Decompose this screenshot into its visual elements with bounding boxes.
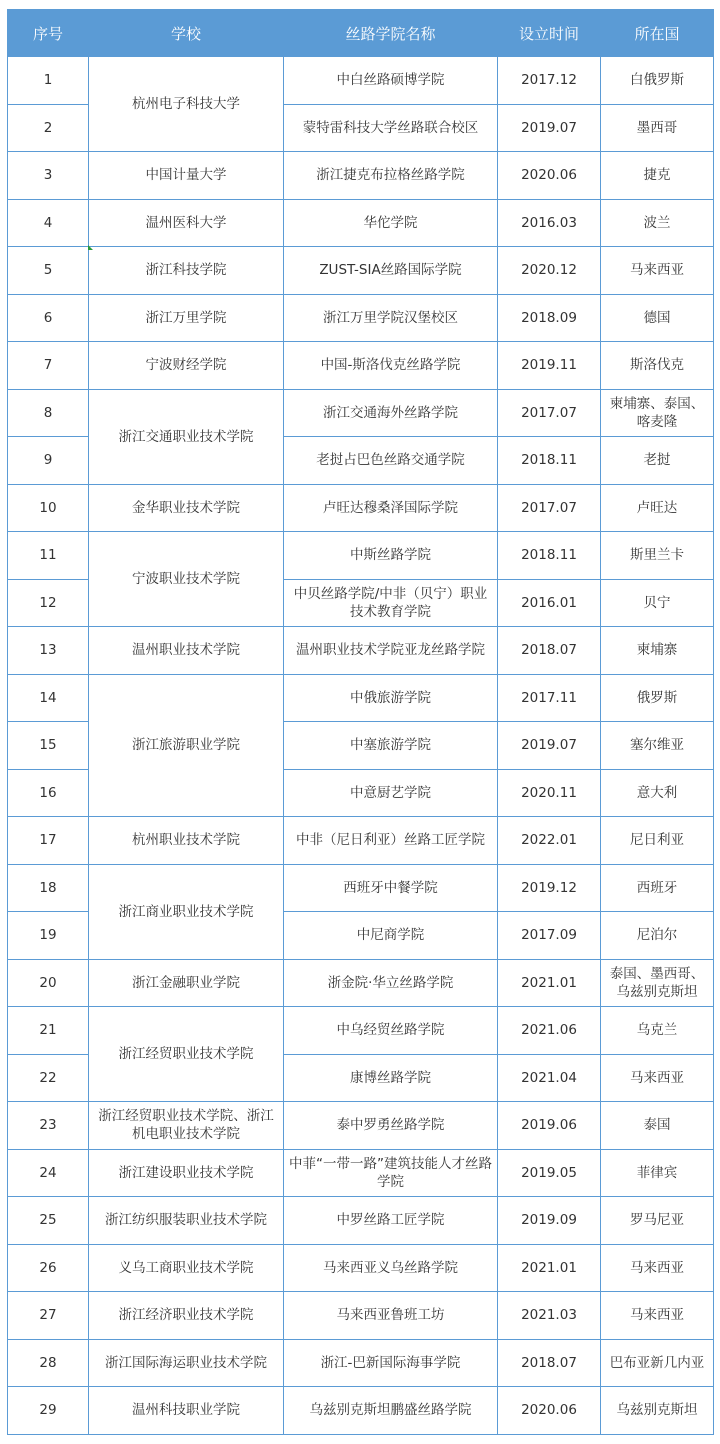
cell-date: 2019.12 [498,864,601,912]
cell-college: 中乌经贸丝路学院 [284,1007,498,1055]
cell-no: 22 [8,1054,89,1102]
cell-no: 1 [8,57,89,105]
table-row [8,199,714,247]
cell-country: 意大利 [601,769,714,817]
cell-date: 2019.11 [498,342,601,390]
cell-college: 温州职业技术学院亚龙丝路学院 [284,627,498,675]
cell-date: 2021.04 [498,1054,601,1102]
table-row [8,674,714,722]
cell-college: 中非（尼日利亚）丝路工匠学院 [284,817,498,865]
cell-date: 2020.12 [498,247,601,295]
cell-college: 浙江万里学院汉堡校区 [284,294,498,342]
cell-school: 浙江建设职业技术学院 [89,1149,284,1197]
cell-country: 菲律宾 [601,1149,714,1197]
table-row [8,1007,714,1055]
table-row [8,1244,714,1292]
cell-college: 康博丝路学院 [284,1054,498,1102]
cell-date: 2017.12 [498,57,601,105]
cell-school: 浙江旅游职业学院 [89,674,284,817]
table-row [8,152,714,200]
cell-date: 2019.06 [498,1102,601,1150]
cell-country: 马来西亚 [601,1054,714,1102]
cell-date: 2021.03 [498,1292,601,1340]
cell-school: 温州科技职业学院 [89,1387,284,1435]
cell-date: 2019.09 [498,1197,601,1245]
table-row [8,532,714,580]
cell-no: 15 [8,722,89,770]
table-row [8,1387,714,1435]
header-date: 设立时间 [498,10,601,57]
table-row [8,57,714,105]
cell-no: 17 [8,817,89,865]
cell-country: 乌兹别克斯坦 [601,1387,714,1435]
cell-country: 柬埔寨 [601,627,714,675]
cell-school: 温州职业技术学院 [89,627,284,675]
cell-country: 斯里兰卡 [601,532,714,580]
cell-school: 浙江万里学院 [89,294,284,342]
cell-country: 墨西哥 [601,104,714,152]
cell-college: 中俄旅游学院 [284,674,498,722]
cell-country: 马来西亚 [601,247,714,295]
cell-date: 2017.09 [498,912,601,960]
cell-date: 2020.11 [498,769,601,817]
cell-no: 29 [8,1387,89,1435]
cell-school: 杭州电子科技大学 [89,57,284,152]
cell-no: 4 [8,199,89,247]
cell-college: 华佗学院 [284,199,498,247]
cell-college: 乌兹别克斯坦鹏盛丝路学院 [284,1387,498,1435]
cell-school: 浙江科技学院 [89,247,284,295]
cell-comment-marker [88,245,93,250]
cell-date: 2018.11 [498,532,601,580]
cell-country: 罗马尼亚 [601,1197,714,1245]
cell-college: 中白丝路硕博学院 [284,57,498,105]
table-body [8,57,714,1435]
cell-no: 8 [8,389,89,437]
cell-college: 浙江捷克布拉格丝路学院 [284,152,498,200]
cell-date: 2020.06 [498,1387,601,1435]
cell-date: 2019.07 [498,722,601,770]
cell-country: 柬埔寨、泰国、喀麦隆 [601,389,714,437]
cell-college: 西班牙中餐学院 [284,864,498,912]
cell-school: 宁波财经学院 [89,342,284,390]
table-header [8,10,714,57]
table-row [8,342,714,390]
cell-no: 25 [8,1197,89,1245]
cell-country: 斯洛伐克 [601,342,714,390]
cell-country: 尼日利亚 [601,817,714,865]
cell-date: 2016.01 [498,579,601,627]
cell-no: 9 [8,437,89,485]
cell-college: 卢旺达穆桑泽国际学院 [284,484,498,532]
cell-school: 宁波职业技术学院 [89,532,284,627]
cell-no: 27 [8,1292,89,1340]
table-row [8,389,714,437]
cell-date: 2021.01 [498,959,601,1007]
cell-date: 2022.01 [498,817,601,865]
cell-no: 7 [8,342,89,390]
cell-country: 老挝 [601,437,714,485]
cell-country: 波兰 [601,199,714,247]
table-row [8,294,714,342]
cell-date: 2020.06 [498,152,601,200]
cell-no: 2 [8,104,89,152]
cell-country: 塞尔维亚 [601,722,714,770]
cell-no: 3 [8,152,89,200]
table-row [8,959,714,1007]
cell-country: 贝宁 [601,579,714,627]
cell-school: 浙江经贸职业技术学院、浙江机电职业技术学院 [89,1102,284,1150]
cell-country: 西班牙 [601,864,714,912]
cell-no: 10 [8,484,89,532]
cell-college: 中菲“一带一路”建筑技能人才丝路学院 [284,1149,498,1197]
cell-college: ZUST-SIA丝路国际学院 [284,247,498,295]
cell-college: 浙江-巴新国际海事学院 [284,1339,498,1387]
cell-college: 马来西亚鲁班工坊 [284,1292,498,1340]
cell-school: 中国计量大学 [89,152,284,200]
cell-country: 泰国、墨西哥、乌兹别克斯坦 [601,959,714,1007]
table-row [8,247,714,295]
cell-no: 23 [8,1102,89,1150]
cell-college: 中罗丝路工匠学院 [284,1197,498,1245]
cell-country: 德国 [601,294,714,342]
cell-country: 泰国 [601,1102,714,1150]
cell-country: 马来西亚 [601,1292,714,1340]
cell-country: 白俄罗斯 [601,57,714,105]
cell-no: 5 [8,247,89,295]
cell-school: 浙江商业职业技术学院 [89,864,284,959]
cell-no: 18 [8,864,89,912]
table-row [8,864,714,912]
silk-road-colleges-table [7,9,714,1435]
cell-college: 中国-斯洛伐克丝路学院 [284,342,498,390]
cell-no: 16 [8,769,89,817]
cell-school: 浙江经贸职业技术学院 [89,1007,284,1102]
cell-no: 28 [8,1339,89,1387]
cell-country: 尼泊尔 [601,912,714,960]
cell-date: 2019.07 [498,104,601,152]
cell-college: 浙金院·华立丝路学院 [284,959,498,1007]
cell-no: 14 [8,674,89,722]
cell-no: 12 [8,579,89,627]
cell-country: 捷克 [601,152,714,200]
cell-college: 中斯丝路学院 [284,532,498,580]
cell-college: 泰中罗勇丝路学院 [284,1102,498,1150]
cell-date: 2018.09 [498,294,601,342]
table-row [8,1197,714,1245]
cell-school: 金华职业技术学院 [89,484,284,532]
cell-school: 浙江金融职业学院 [89,959,284,1007]
cell-date: 2017.11 [498,674,601,722]
header-country: 所在国 [601,10,714,57]
cell-date: 2017.07 [498,389,601,437]
cell-school: 浙江经济职业技术学院 [89,1292,284,1340]
cell-college: 蒙特雷科技大学丝路联合校区 [284,104,498,152]
cell-college: 老挝占巴色丝路交通学院 [284,437,498,485]
cell-no: 26 [8,1244,89,1292]
cell-date: 2018.07 [498,1339,601,1387]
cell-school: 浙江交通职业技术学院 [89,389,284,484]
cell-country: 乌克兰 [601,1007,714,1055]
cell-college: 中尼商学院 [284,912,498,960]
cell-date: 2019.05 [498,1149,601,1197]
cell-college: 马来西亚义乌丝路学院 [284,1244,498,1292]
table-row [8,1102,714,1150]
cell-college: 中意厨艺学院 [284,769,498,817]
cell-no: 6 [8,294,89,342]
cell-no: 13 [8,627,89,675]
cell-school: 温州医科大学 [89,199,284,247]
table-row [8,484,714,532]
cell-date: 2018.07 [498,627,601,675]
header-no: 序号 [8,10,89,57]
cell-no: 11 [8,532,89,580]
cell-college: 中塞旅游学院 [284,722,498,770]
table-row [8,1292,714,1340]
cell-school: 浙江国际海运职业技术学院 [89,1339,284,1387]
cell-date: 2018.11 [498,437,601,485]
header-college: 丝路学院名称 [284,10,498,57]
cell-country: 马来西亚 [601,1244,714,1292]
cell-school: 浙江纺织服装职业技术学院 [89,1197,284,1245]
cell-country: 巴布亚新几内亚 [601,1339,714,1387]
cell-country: 俄罗斯 [601,674,714,722]
table-row [8,1339,714,1387]
cell-no: 24 [8,1149,89,1197]
cell-college: 中贝丝路学院/中非（贝宁）职业技术教育学院 [284,579,498,627]
cell-college: 浙江交通海外丝路学院 [284,389,498,437]
cell-date: 2021.01 [498,1244,601,1292]
table-row [8,817,714,865]
table-row [8,1149,714,1197]
cell-date: 2021.06 [498,1007,601,1055]
cell-country: 卢旺达 [601,484,714,532]
header-school: 学校 [89,10,284,57]
cell-school: 杭州职业技术学院 [89,817,284,865]
cell-no: 19 [8,912,89,960]
cell-no: 20 [8,959,89,1007]
header-row [8,10,714,57]
table-row [8,627,714,675]
cell-date: 2017.07 [498,484,601,532]
cell-school: 义乌工商职业技术学院 [89,1244,284,1292]
cell-date: 2016.03 [498,199,601,247]
cell-no: 21 [8,1007,89,1055]
